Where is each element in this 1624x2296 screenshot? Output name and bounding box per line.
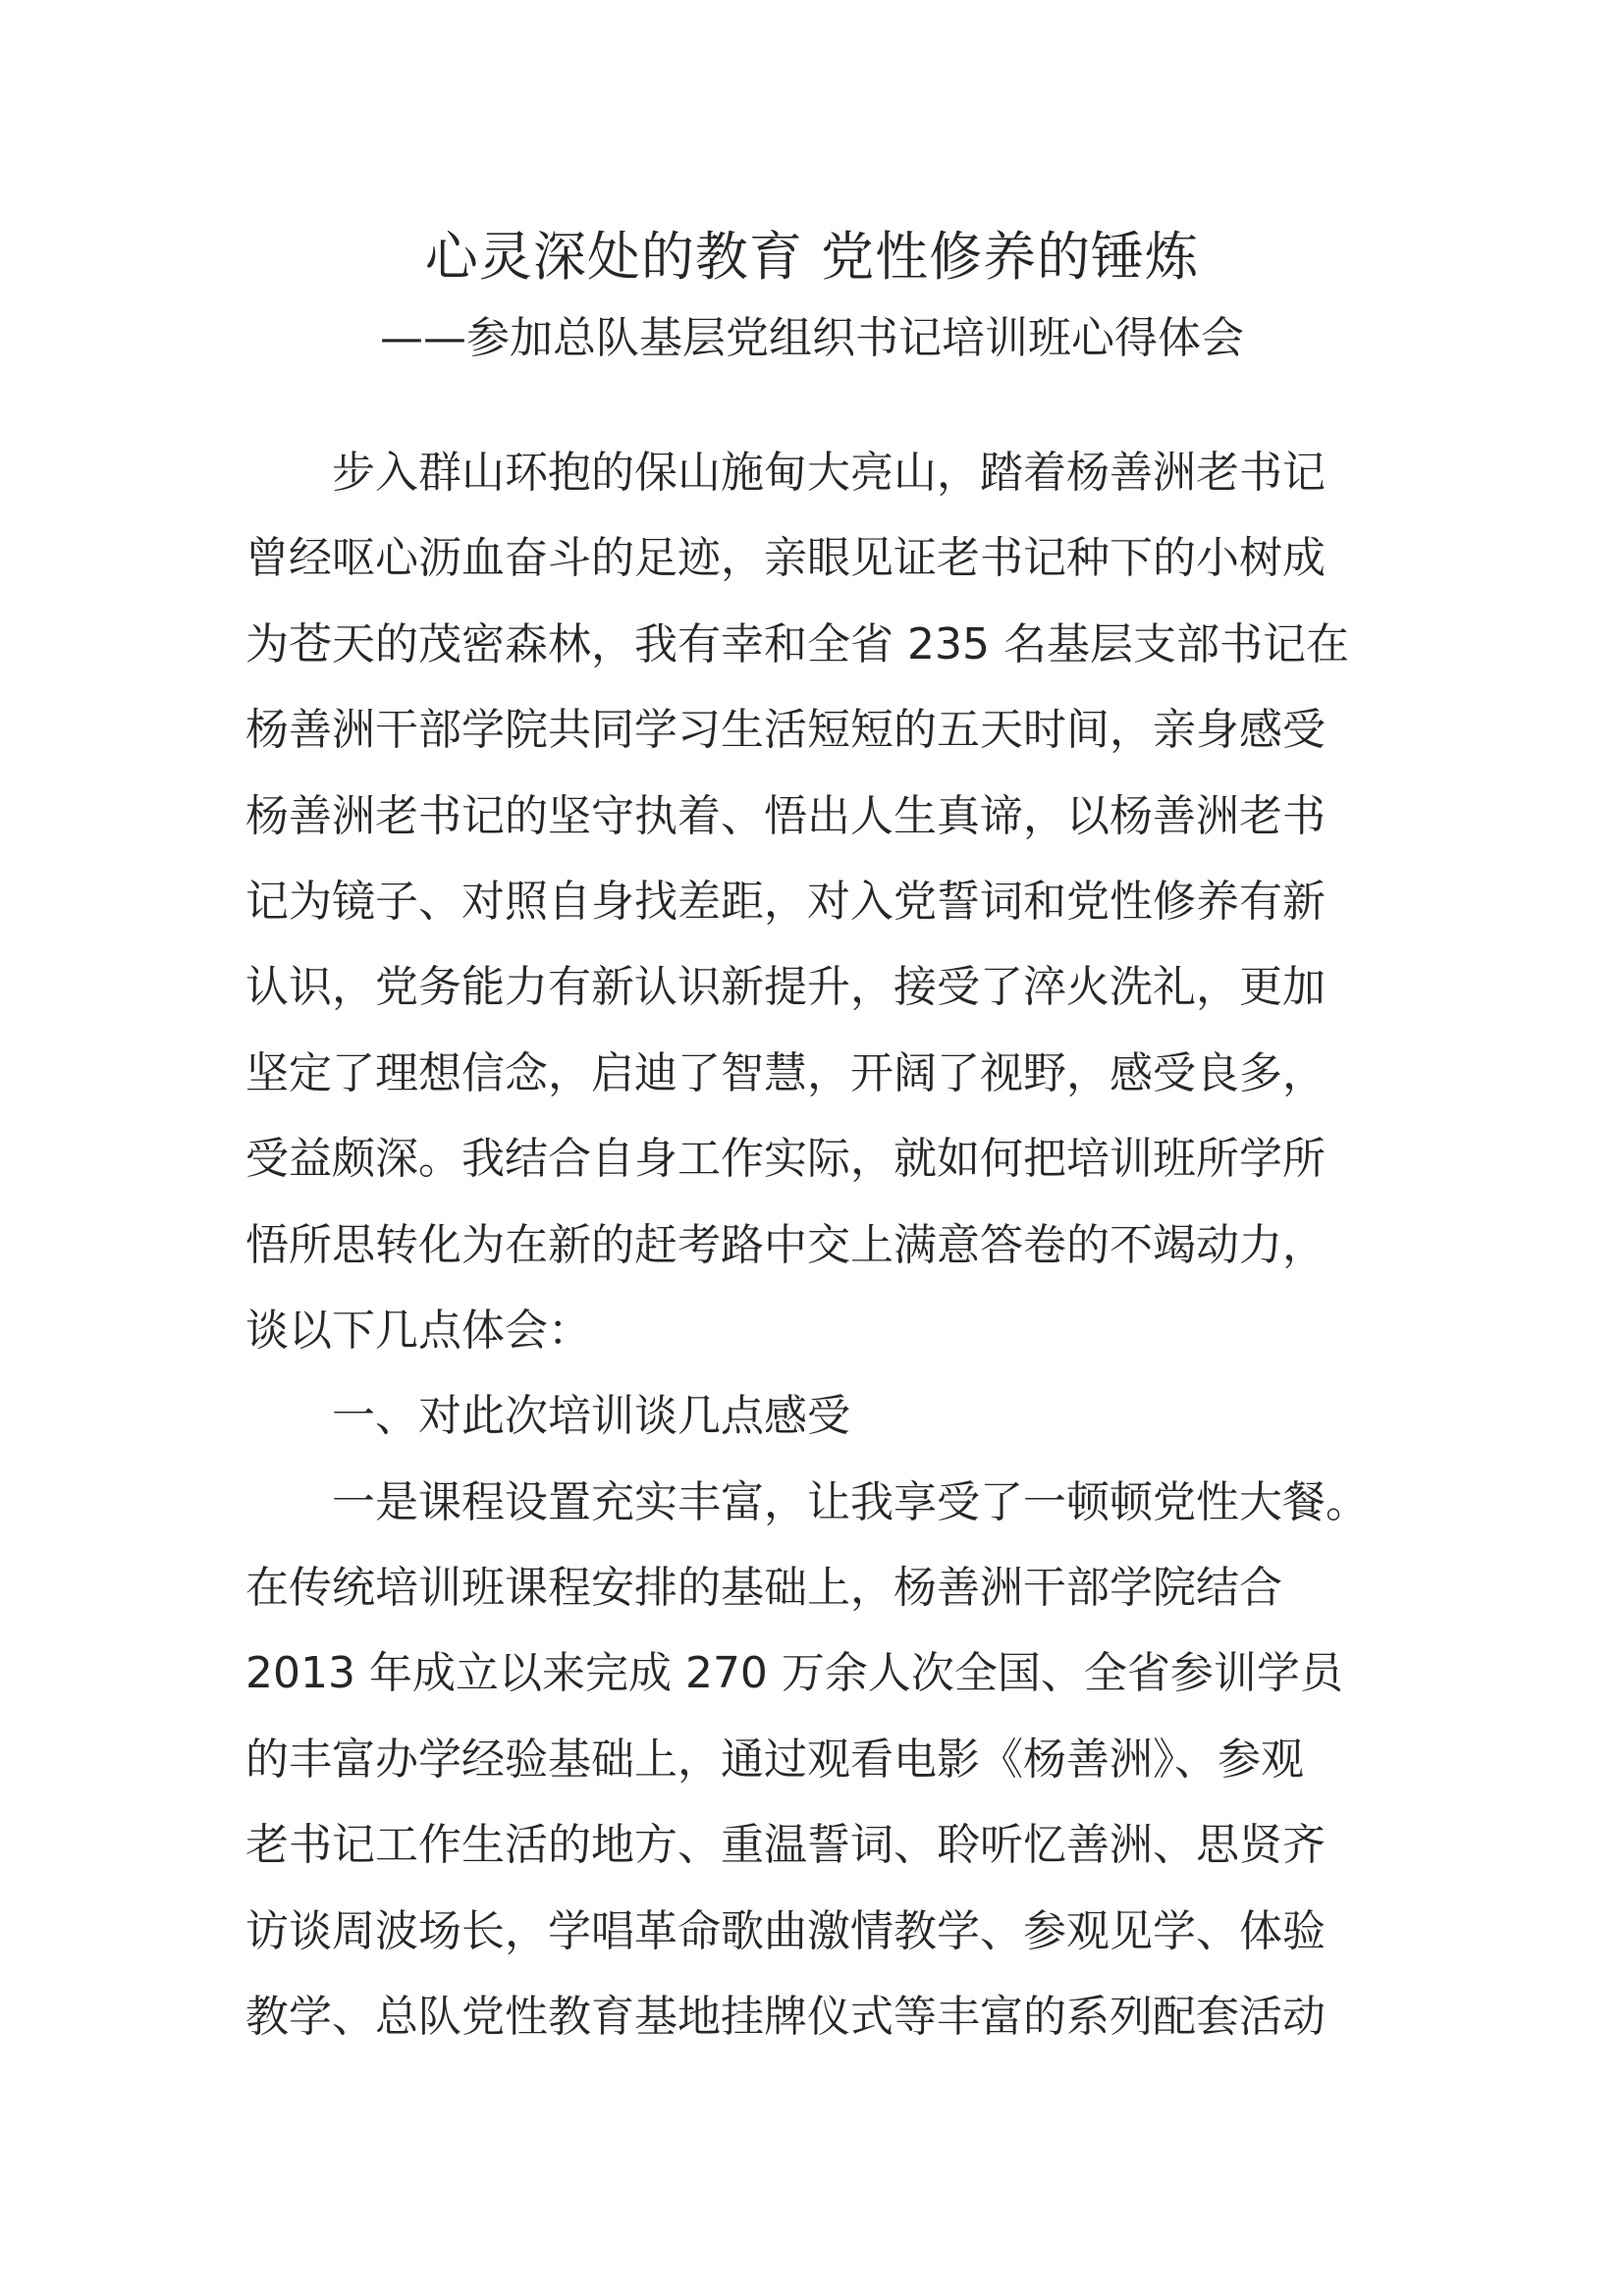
paragraph-line: 受益颇深。我结合自身工作实际，就如何把培训班所学所 — [245, 1134, 1326, 1185]
paragraph-line: 悟所思转化为在新的赶考路中交上满意答卷的不竭动力， — [245, 1219, 1326, 1270]
paragraph-line: 步入群山环抱的保山施甸大亮山，踏着杨善洲老书记 — [332, 448, 1326, 498]
document-subtitle: ——参加总队基层党组织书记培训班心得体会 — [380, 313, 1244, 363]
paragraph-line: 访谈周波场长，学唱革命歌曲激情教学、参观见学、体验 — [245, 1905, 1326, 1956]
paragraph-line: 记为镜子、对照自身找差距，对入党誓词和党性修养有新 — [245, 876, 1326, 927]
paragraph-line: 为苍天的茂密森林，我有幸和全省 235 名基层支部书记在 — [245, 618, 1349, 669]
paragraph-line: 杨善洲老书记的坚守执着、悟出人生真谛，以杨善洲老书 — [245, 790, 1326, 841]
paragraph-line: 的丰富办学经验基础上，通过观看电影《杨善洲》、参观 — [245, 1734, 1304, 1785]
paragraph-line: 2013 年成立以来完成 270 万余人次全国、全省参训学员 — [245, 1648, 1343, 1699]
paragraph-line: 一是课程设置充实丰富，让我享受了一顿顿党性大餐。 — [332, 1476, 1369, 1527]
paragraph-line: 谈以下几点体会： — [245, 1305, 591, 1356]
document-body — [245, 430, 1424, 2059]
paragraph-line: 曾经呕心沥血奋斗的足迹，亲眼见证老书记种下的小树成 — [245, 533, 1326, 584]
paragraph-line: 认识，党务能力有新认识新提升，接受了淬火洗礼，更加 — [245, 962, 1326, 1013]
paragraph-line: 教学、总队党性教育基地挂牌仪式等丰富的系列配套活动 — [245, 1992, 1326, 2043]
paragraph-line: 杨善洲干部学院共同学习生活短短的五天时间，亲身感受 — [245, 705, 1326, 756]
paragraph-line: 在传统培训班课程安排的基础上，杨善洲干部学院结合 — [245, 1563, 1282, 1614]
section-heading: 一、对此次培训谈几点感受 — [332, 1391, 850, 1442]
document-title: 心灵深处的教育 党性修养的锤炼 — [424, 226, 1200, 288]
paragraph-line: 坚定了理想信念，启迪了智慧，开阔了视野，感受良多， — [245, 1047, 1326, 1098]
paragraph-line: 老书记工作生活的地方、重温誓词、聆听忆善洲、思贤齐 — [245, 1820, 1326, 1871]
